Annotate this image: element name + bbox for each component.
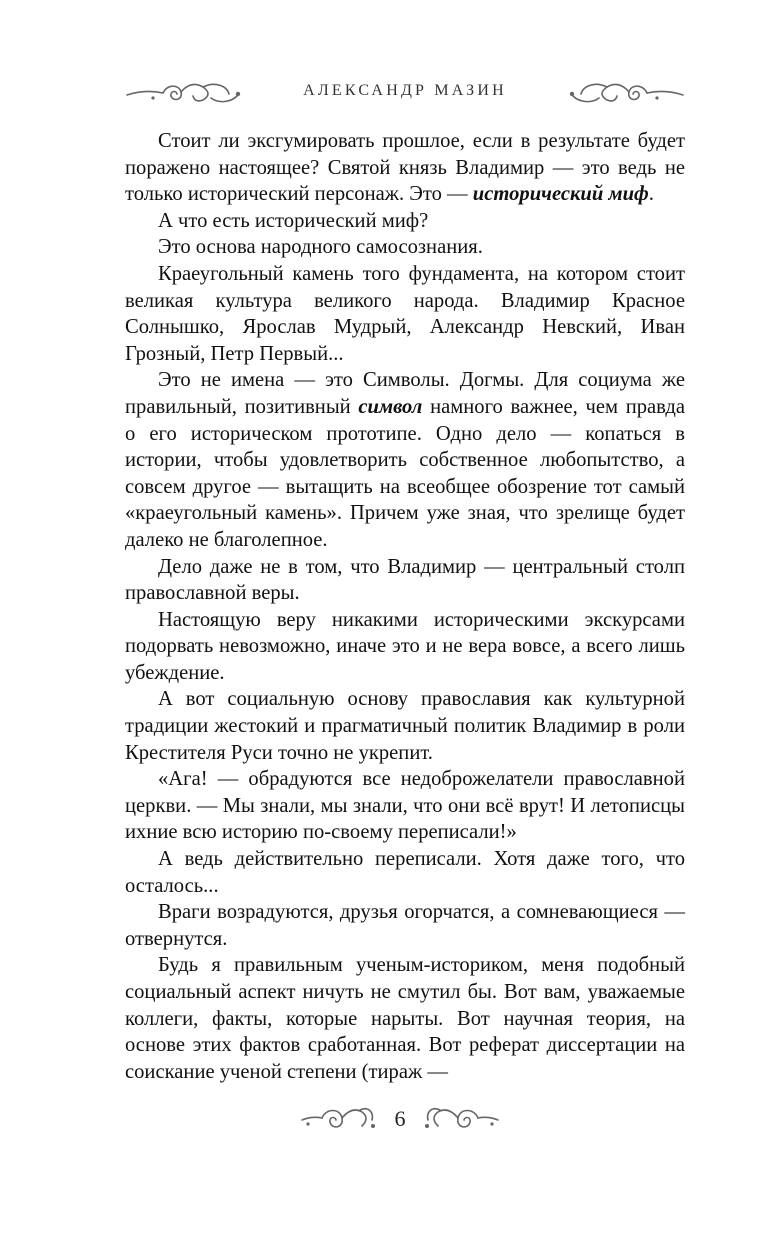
paragraph: А вот социальную основу православия как культурной традиции жестокий и прагматичный политик Владимир в роли Крестителя Руси точно не укрепит.	[125, 688, 685, 764]
paragraph: А что есть исторический миф?	[158, 209, 429, 232]
paragraph: «Ага! — обрадуются все недоброжелатели православной церкви. — Мы знали, мы знали, что они всё врут! И летописцы ихние всю историю по-своему переписали!»	[125, 768, 685, 844]
emphasis: символ	[358, 395, 423, 418]
paragraph: Дело даже не в том, что Владимир — центральный столп православной веры.	[125, 555, 685, 605]
paragraph: Будь я правильным ученым-историком, меня подобный социальный аспект ничуть не смутил бы. Вот вам, уважаемые коллеги, факты, которые нарыты. Вот научная теория, на основе этих фактов сработанная. Вот реферат диссертации на соискание ученой степени (тираж —	[125, 954, 685, 1083]
paragraph: Настоящую веру никакими историческими экскурсами подорвать невозможно, иначе это и не вера вовсе, а всего лишь убеждение.	[125, 608, 685, 684]
paragraph: А ведь действительно переписали. Хотя даже того, что осталось...	[125, 848, 685, 897]
page-footer	[300, 1098, 500, 1144]
paragraph: Краеугольный камень того фундамента, на котором стоит великая культура великого народа. Владимир Красное Солнышко, Ярослав Мудрый, Александр Невский, Иван Грозный, Петр Первый...	[125, 262, 685, 365]
paragraph: Это основа народного самосознания.	[158, 236, 483, 259]
page-header	[125, 74, 685, 114]
paragraph: Враги возрадуются, друзья огорчатся, а сомневающиеся — отвернутся.	[125, 901, 685, 950]
ornament-right-icon	[565, 78, 685, 108]
paragraph: Это не имена — это Символы. Догмы. Для социума же правильный, позитивный символ намного важнее, чем правда о его историческом прототипе. Одно дело — копаться в истории, чтобы удовлетворить собственное любопытство, а совсем другое — вытащить на всеобщее обозрение тот самый «краеугольный камень». Причем уже зная, что зрелище будет далеко не благолепное.	[125, 369, 685, 551]
body-text	[125, 128, 685, 1085]
emphasis: исторический миф	[472, 183, 649, 206]
paragraph: Стоит ли эксгумировать прошлое, если в результате будет поражено настоящее? Святой князь Владимир — это ведь не только исторический персонаж. Это — исторический миф.	[125, 130, 685, 206]
ornament-right-icon	[422, 1102, 500, 1136]
page-number: 6	[394, 1106, 406, 1131]
running-head: АЛЕКСАНДР МАЗИН	[303, 82, 507, 99]
